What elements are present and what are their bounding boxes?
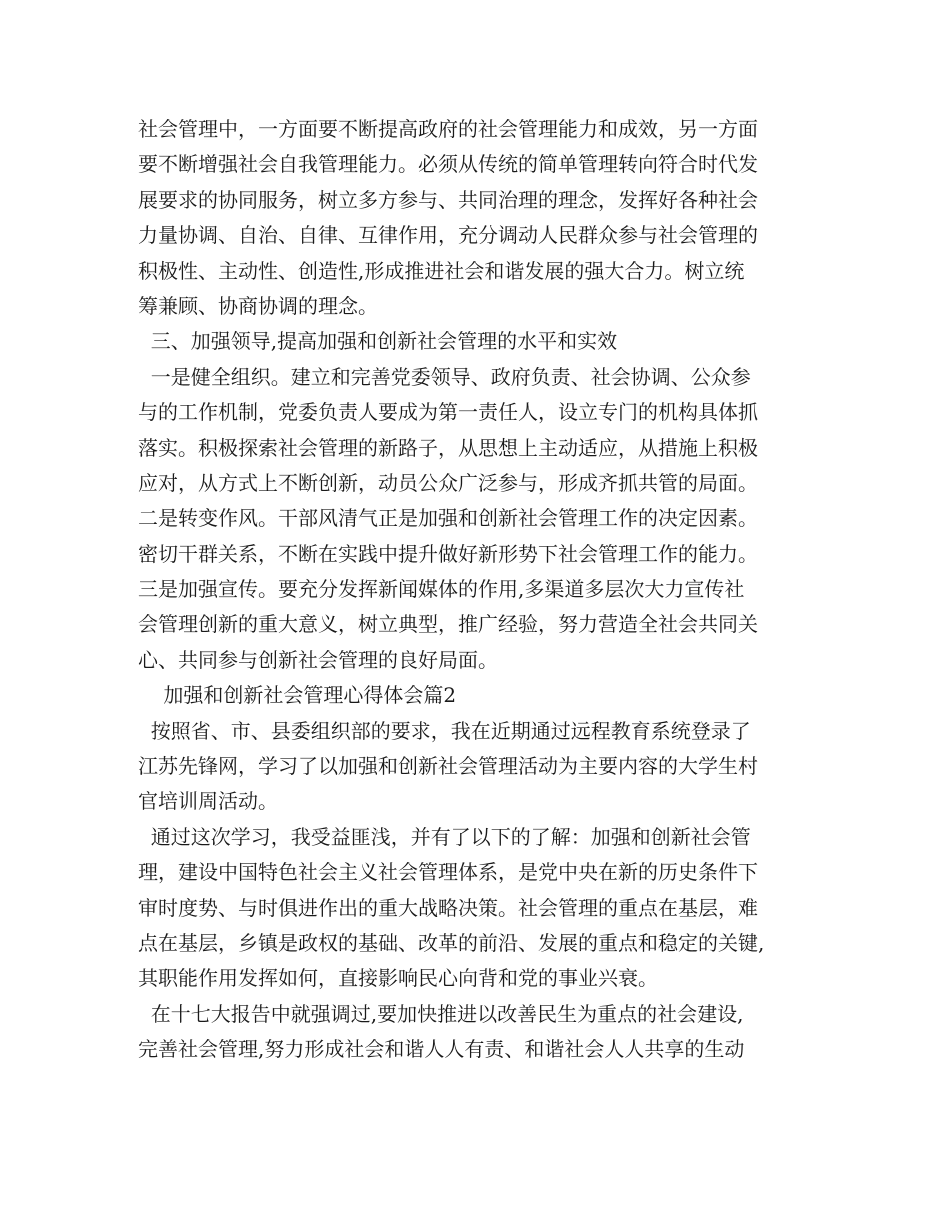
- text-line: 理，建设中国特色社会主义社会管理体系，是党中央在新的历史条件下: [138, 860, 758, 885]
- text-line: 点在基层，乡镇是政权的基础、改革的前沿、发展的重点和稳定的关键,: [138, 930, 765, 955]
- text-line: 心、共同参与创新社会管理的良好局面。: [138, 647, 498, 672]
- text-line: 通过这次学习，我受益匪浅，并有了以下的了解：加强和创新社会管: [138, 824, 751, 849]
- text-line: 二是转变作风。干部风清气正是加强和创新社会管理工作的决定因素。: [138, 506, 758, 531]
- text-line: 与的工作机制，党委负责人要成为第一责任人，设立专门的机构具体抓: [138, 400, 758, 425]
- text-line: 会管理创新的重大意义，树立典型，推广经验，努力营造全社会共同关: [138, 612, 758, 637]
- text-line: 按照省、市、县委组织部的要求，我在近期通过远程教育系统登录了: [138, 718, 751, 743]
- text-line: 积极性、主动性、创造性,形成推进社会和谐发展的强大合力。树立统: [138, 258, 745, 283]
- text-line: 社会管理中，一方面要不断提高政府的社会管理能力和成效，另一方面: [138, 117, 758, 141]
- text-line: 在十七大报告中就强调过,要加快推进以改善民生为重点的社会建设,: [138, 1001, 744, 1026]
- text-line: 一是健全组织。建立和完善党委领导、政府负责、社会协调、公众参: [138, 364, 751, 389]
- article-title: 加强和创新社会管理心得体会篇2: [138, 683, 457, 708]
- text-line: 要不断增强社会自我管理能力。必须从传统的简单管理转向符合时代发: [138, 152, 758, 177]
- text-line: 江苏先锋网，学习了以加强和创新社会管理活动为主要内容的大学生村: [138, 754, 758, 779]
- text-line: 审时度势、与时俱进作出的重大战略决策。社会管理的重点在基层，难: [138, 895, 758, 920]
- text-line: 展要求的协同服务，树立多方参与、共同治理的理念，发挥好各种社会: [138, 187, 758, 212]
- text-line: 官培训周活动。: [138, 789, 278, 814]
- text-line: 密切干群关系，不断在实践中提升做好新形势下社会管理工作的能力。: [138, 541, 758, 566]
- text-line: 筹兼顾、协商协调的理念。: [138, 293, 378, 318]
- text-line: 应对，从方式上不断创新，动员公众广泛参与，形成齐抓共管的局面。: [138, 470, 758, 495]
- section-heading: 三、加强领导,提高加强和创新社会管理的水平和实效: [138, 329, 618, 354]
- document-body: [138, 112, 828, 1068]
- text-line: 落实。积极探索社会管理的新路子，从思想上主动适应，从措施上积极: [138, 435, 758, 460]
- text-line: 其职能作用发挥如何，直接影响民心向背和党的事业兴衰。: [138, 966, 658, 991]
- text-line: 完善社会管理,努力形成社会和谐人人有责、和谐社会人人共享的生动: [138, 1037, 745, 1062]
- text-line: 力量协调、自治、自律、互律作用，充分调动人民群众参与社会管理的: [138, 223, 758, 248]
- text-line: 三是加强宣传。要充分发挥新闻媒体的作用,多渠道多层次大力宣传社: [138, 577, 745, 602]
